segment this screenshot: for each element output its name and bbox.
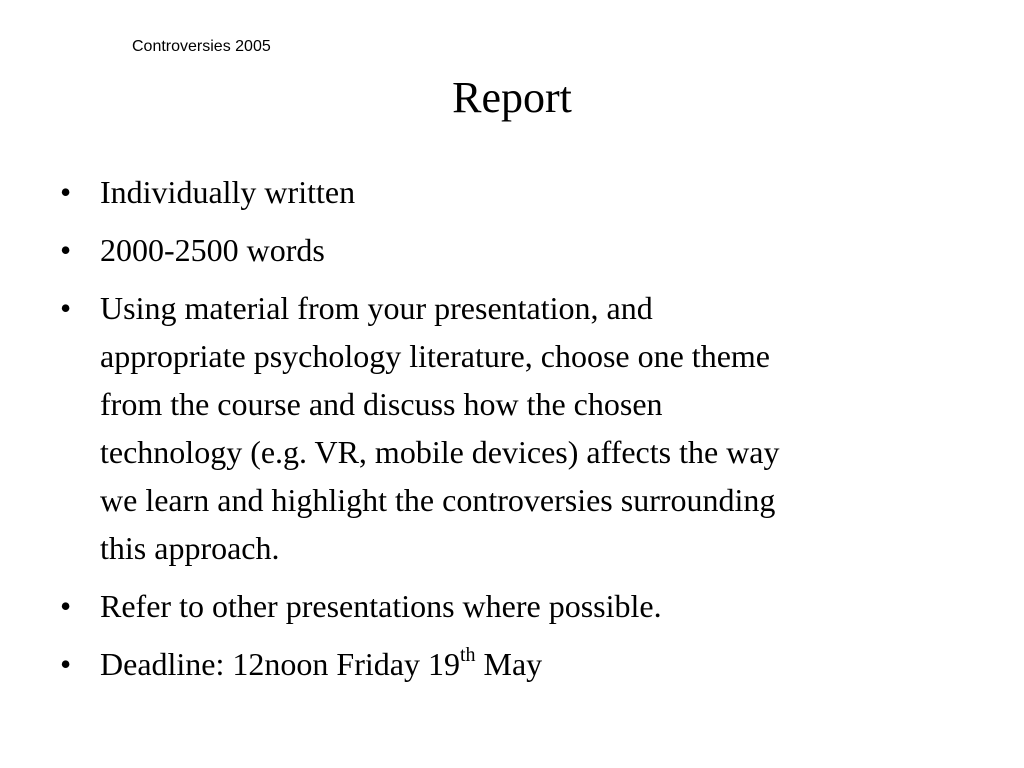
bullet-item [60, 168, 960, 216]
bullet-item [60, 226, 960, 274]
bullet-marker: • [60, 646, 72, 682]
bullet-marker: • [60, 174, 72, 210]
deadline-month: May [475, 646, 543, 682]
bullet-text-line: this approach. [100, 530, 280, 566]
bullet-item [60, 582, 960, 630]
bullet-text-line: appropriate psychology literature, choose one theme [100, 338, 770, 374]
bullet-item [60, 284, 960, 572]
bullet-text: Individually written [100, 174, 356, 210]
bullet-text: Refer to other presentations where possible. [100, 588, 662, 624]
header-note: Controversies 2005 [132, 38, 271, 55]
bullet-marker: • [60, 588, 72, 624]
deadline-ordinal-suffix: th [459, 644, 476, 667]
bullet-text [100, 284, 960, 572]
deadline-text [100, 646, 542, 682]
bullet-text-line: we learn and highlight the controversies surrounding [100, 482, 776, 518]
bullet-text-line: Using material from your presentation, and [100, 290, 653, 326]
slide-title: Report [452, 73, 572, 122]
deadline-prefix: Deadline: 12noon Friday 19 [100, 646, 460, 682]
bullet-marker: • [60, 290, 72, 326]
bullet-text: 2000-2500 words [100, 232, 325, 268]
bullet-item-deadline [60, 640, 960, 688]
bullet-marker: • [60, 232, 72, 268]
bullet-list [60, 168, 960, 698]
bullet-text-line: technology (e.g. VR, mobile devices) affects the way [100, 434, 780, 470]
bullet-text-line: from the course and discuss how the chosen [100, 386, 663, 422]
